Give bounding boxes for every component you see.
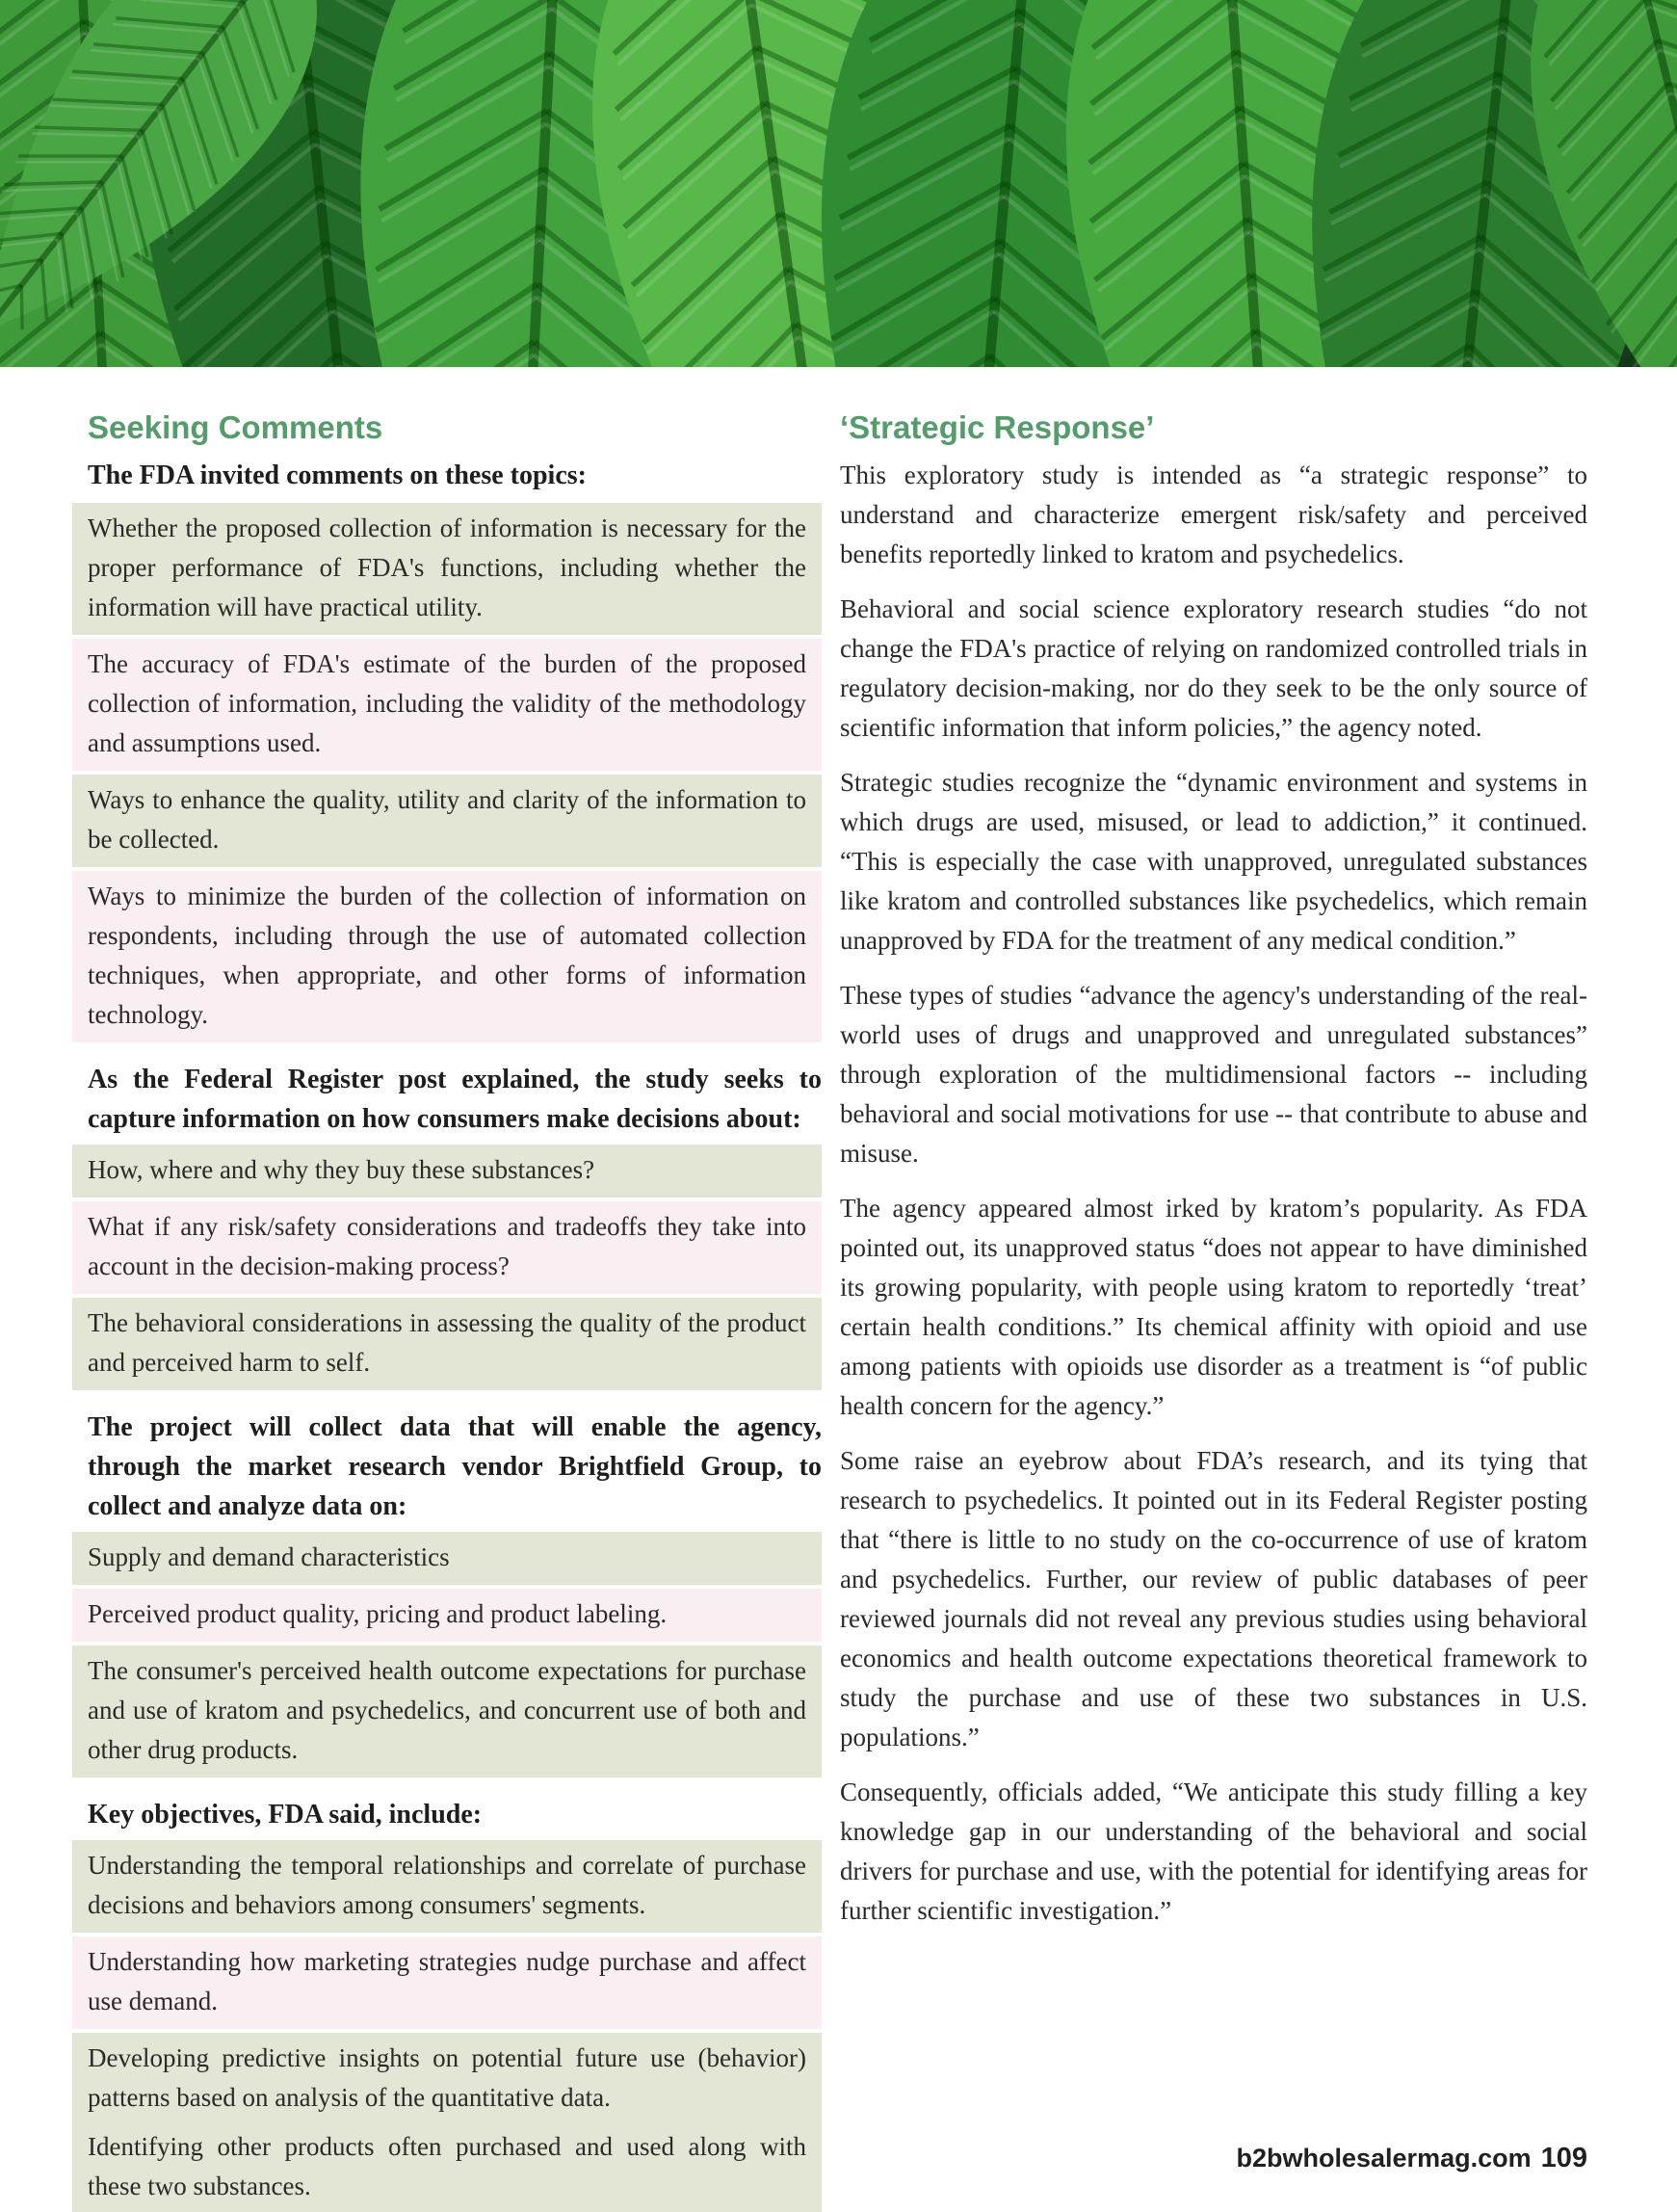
right-column xyxy=(840,409,1587,2212)
topic-text: Ways to enhance the quality, utility and clarity of the information to be collected. xyxy=(88,785,806,854)
decision-text: What if any risk/safety considerations and tradeoffs they take into account in the decision-making process? xyxy=(88,1212,806,1280)
data-item xyxy=(72,1589,822,1642)
topic-text: Ways to minimize the burden of the collection of information on respondents, including through the use of automated collection techniques, when appropriate, and other forms of information technology. xyxy=(88,882,806,1029)
data-item xyxy=(72,1532,822,1585)
body-paragraph: Some raise an eyebrow about FDA’s research, and its tying that research to psychedelics. It pointed out in its Federal Register posting that “there is little to no study on the co-occurrence of use of kratom and psychedelics. Further, our review of public databases of peer reviewed journals did not reveal any previous studies using behavioral economics and health outcome expectations theoretical framework to study the purchase and use of these two substances in U.S. populations.” xyxy=(840,1446,1587,1751)
topic-item xyxy=(72,503,822,635)
page-number: 109 xyxy=(1540,2143,1587,2173)
objective-item xyxy=(72,2033,822,2212)
topic-item xyxy=(72,639,822,771)
decision-item xyxy=(72,1298,822,1390)
data-item-text: The consumer's perceived health outcome expectations for purchase and use of kratom and psychedelics, and concurrent use of both and other drug products. xyxy=(88,1656,806,1764)
objective-text: Identifying other products often purchased and used along with these two substances. xyxy=(88,2132,806,2200)
left-column xyxy=(72,409,822,2212)
topic-text: The accuracy of FDA's estimate of the burden of the proposed collection of information, including the validity of the methodology and assumptions used. xyxy=(88,649,806,757)
data-collection-intro: The project will collect data that will enable the agency, through the market research vendor Brightfield Group, to collect and analyze data on: xyxy=(88,1412,822,1521)
article-body xyxy=(0,367,1677,2212)
decision-text: The behavioral considerations in assessing the quality of the product and perceived harm to self. xyxy=(88,1308,806,1377)
decision-item xyxy=(72,1201,822,1294)
decisions-intro: As the Federal Register post explained, the study seeks to capture information on how consumers make decisions about: xyxy=(88,1065,822,1134)
page-footer xyxy=(1237,2143,1588,2174)
objective-item xyxy=(72,1936,822,2029)
leaves-illustration xyxy=(0,0,1677,367)
key-objectives-intro: Key objectives, FDA said, include: xyxy=(88,1800,483,1830)
objective-text: Understanding the temporal relationships and correlate of purchase decisions and behaviors among consumers' segments. xyxy=(88,1851,806,1919)
topic-text: Whether the proposed collection of information is necessary for the proper performance of FDA's functions, including whether the information will have practical utility. xyxy=(88,514,806,621)
body-paragraph: Consequently, officials added, “We anticipate this study filling a key knowledge gap in our understanding of the behavioral and social drivers for purchase and use, with the potential for identifying areas for further scientific investigation.” xyxy=(840,1778,1587,1925)
data-item xyxy=(72,1646,822,1778)
topic-item xyxy=(72,871,822,1042)
objective-item xyxy=(72,1840,822,1933)
strategic-response-heading: ‘Strategic Response’ xyxy=(840,409,1155,445)
body-paragraph: This exploratory study is intended as “a strategic response” to understand and characterize emergent risk/safety and perceived benefits reportedly linked to kratom and psychedelics. xyxy=(840,461,1587,568)
seeking-comments-heading: Seeking Comments xyxy=(88,409,383,445)
objective-text: Developing predictive insights on potential future use (behavior) patterns based on analysis of the quantitative data. xyxy=(88,2043,806,2112)
body-paragraph: The agency appeared almost irked by kratom’s popularity. As FDA pointed out, its unapproved status “does not appear to have diminished its growing popularity, with people using kratom to reportedly ‘treat’ certain health conditions.” Its chemical affinity with opioid and use among patients with opioids use disorder as a treatment is “of public health concern for the agency.” xyxy=(840,1194,1587,1420)
data-item-text: Supply and demand characteristics xyxy=(88,1542,450,1571)
decision-item xyxy=(72,1145,822,1198)
topic-item xyxy=(72,775,822,867)
data-item-text: Perceived product quality, pricing and product labeling. xyxy=(88,1599,668,1628)
body-paragraph: Strategic studies recognize the “dynamic environment and systems in which drugs are used, misused, or lead to addiction,” it continued. “This is especially the case with unapproved, unregulated substances like kratom and controlled substances like psychedelics, which remain unapproved by FDA for the treatment of any medical condition.” xyxy=(840,768,1587,955)
body-paragraph: Behavioral and social science exploratory research studies “do not change the FDA's practice of relying on randomized controlled trials in regulatory decision-making, nor do they seek to be the only source of scientific information that inform policies,” the agency noted. xyxy=(840,594,1587,742)
decision-text: How, where and why they buy these substances? xyxy=(88,1155,595,1184)
site-url: b2bwholesalermag.com xyxy=(1236,2144,1532,2172)
kratom-leaves-photo xyxy=(0,0,1677,367)
body-paragraph: These types of studies “advance the agency's understanding of the real-world uses of drugs and unapproved and unregulated substances” through exploration of the multidimensional factors -- including behavioral and social motivations for use -- that contribute to abuse and misuse. xyxy=(840,981,1587,1168)
objective-text: Understanding how marketing strategies nudge purchase and affect use demand. xyxy=(88,1947,806,2015)
topics-intro: The FDA invited comments on these topics: xyxy=(88,461,587,490)
